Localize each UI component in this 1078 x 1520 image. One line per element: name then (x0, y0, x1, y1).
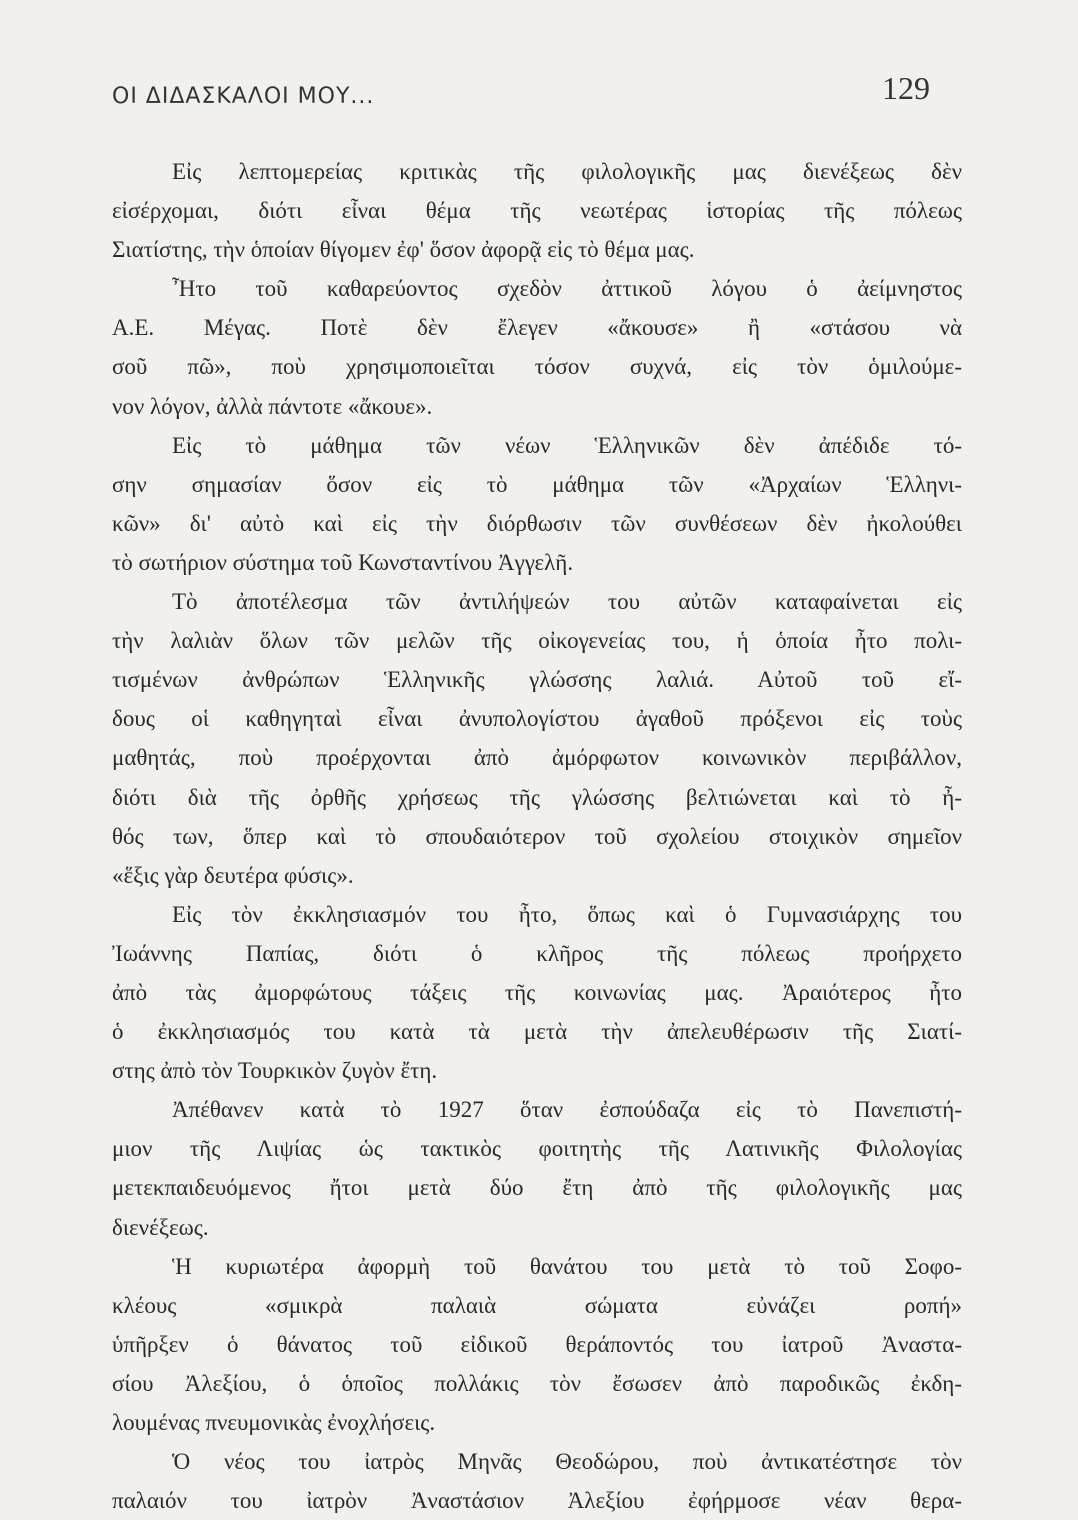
text-line: θός των, ὅπερ καὶ τὸ σπουδαιότερον τοῦ σχολείου στοιχικὸν σημεῖον (112, 823, 962, 849)
text-line: ὑπῆρξεν ὁ θάνατος τοῦ εἰδικοῦ θεράποντός του ἰατροῦ Ἀναστα- (112, 1331, 962, 1357)
text-line: Ἦτο τοῦ καθαρεύοντος σχεδὸν ἀττικοῦ λόγου ὁ ἀείμνηστος (172, 276, 962, 302)
text-line: διότι διὰ τῆς ὀρθῆς χρήσεως τῆς γλώσσης βελτιώνεται καὶ τὸ ἦ- (112, 784, 962, 810)
text-line: κῶν» δι' αὐτὸ καὶ εἰς τὴν διόρθωσιν τῶν συνθέσεων δὲν ἠκολούθει (112, 510, 962, 536)
text-line: Εἰς λεπτομερείας κριτικὰς τῆς φιλολογικῆς μας διενέξεως δὲν (172, 159, 962, 184)
text-line: σίου Ἀλεξίου, ὁ ὁποῖος πολλάκις τὸν ἔσωσεν ἀπὸ παροδικῶς ἐκδη- (112, 1370, 962, 1396)
text-line: ἀπὸ τὰς ἀμορφώτους τάξεις τῆς κοινωνίας μας. Ἀραιότερος ἦτο (112, 979, 962, 1005)
text-line: λουμένας πνευμονικὰς ἐνοχλήσεις. (112, 1410, 436, 1435)
text-line: τισμένων ἀνθρώπων Ἑλληνικῆς γλώσσης λαλιά. Αὐτοῦ τοῦ εἴ- (112, 667, 962, 693)
text-line: μαθητάς, ποὺ προέρχονται ἀπὸ ἀμόρφωτον κοινωνικὸν περιβάλλον, (112, 745, 962, 771)
text-line: Ἡ κυριωτέρα ἀφορμὴ τοῦ θανάτου του μετὰ τὸ τοῦ Σοφο- (172, 1253, 962, 1279)
text-line: Σιατίστης, τὴν ὁποίαν θίγομεν ἐφ' ὅσον ἀφορᾷ εἰς τὸ θέμα μας. (112, 237, 695, 263)
page-number: 129 (882, 70, 930, 106)
text-line: μετεκπαιδευόμενος ἤτοι μετὰ δύο ἔτη ἀπὸ τῆς φιλολογικῆς μας (112, 1175, 962, 1201)
text-line: δους οἱ καθηγηταὶ εἶναι ἀνυπολογίστου ἀγαθοῦ πρόξενοι εἰς τοὺς (112, 706, 962, 732)
text-line: «ἕξις γὰρ δευτέρα φύσις». (112, 862, 354, 888)
text-line: μιον τῆς Λιψίας ὡς τακτικὸς φοιτητὴς τῆς Λατινικῆς Φιλολογίας (112, 1136, 962, 1162)
text-line: Ἰωάννης Παπίας, διότι ὁ κλῆρος τῆς πόλεως προήρχετο (112, 940, 962, 966)
text-line: τὴν λαλιὰν ὅλων τῶν μελῶν τῆς οἰκογενείας του, ἡ ὁποία ἦτο πολι- (112, 628, 962, 654)
text-line: Ἀπέθανεν κατὰ τὸ 1927 ὅταν ἐσπούδαζα εἰς τὸ Πανεπιστή- (172, 1097, 962, 1123)
text-line: εἰσέρχομαι, διότι εἶναι θέμα τῆς νεωτέρας ἱστορίας τῆς πόλεως (112, 198, 962, 224)
running-head: ΟΙ ΔΙΔΑΣΚΑΛΟΙ ΜΟΥ... (112, 84, 375, 109)
text-line: νον λόγον, ἀλλὰ πάντοτε «ἄκουε». (112, 393, 433, 419)
text-line: σοῦ πῶ», ποὺ χρησιμοποιεῖται τόσον συχνά, εἰς τὸν ὁμιλούμε- (112, 354, 962, 380)
text-line: Τὸ ἀποτέλεσμα τῶν ἀντιλήψεών του αὐτῶν καταφαίνεται εἰς (172, 589, 962, 615)
text-line: παλαιόν του ἰατρὸν Ἀναστάσιον Ἀλεξίου ἐφήρμοσε νέαν θερα- (112, 1488, 962, 1514)
text-line: Εἰς τὸν ἐκκλησιασμόν του ἦτο, ὅπως καὶ ὁ Γυμνασιάρχης του (172, 901, 962, 927)
text-line: στης ἀπὸ τὸν Τουρκικὸν ζυγὸν ἔτη. (112, 1058, 438, 1084)
text-line: ὁ ἐκκλησιασμός του κατὰ τὰ μετὰ τὴν ἀπελευθέρωσιν τῆς Σιατί- (112, 1019, 962, 1045)
text-line: διενέξεως. (112, 1214, 209, 1240)
text-line: κλέους «σμικρὰ παλαιὰ σώματα εὐνάζει ροπή» (112, 1292, 962, 1318)
body-text (112, 152, 962, 1520)
text-line: Εἰς τὸ μάθημα τῶν νέων Ἑλληνικῶν δὲν ἀπέδιδε τό- (172, 432, 962, 458)
text-line: Α.Ε. Μέγας. Ποτὲ δὲν ἔλεγεν «ἄκουσε» ἢ «στάσου νὰ (112, 315, 962, 341)
text-line: σην σημασίαν ὅσον εἰς τὸ μάθημα τῶν «Ἀρχαίων Ἑλληνι- (112, 471, 962, 497)
text-line: τὸ σωτήριον σύστημα τοῦ Κωνσταντίνου Ἀγγελῆ. (112, 549, 574, 575)
text-line: Ὁ νέος του ἰατρὸς Μηνᾶς Θεοδώρου, ποὺ ἀντικατέστησε τὸν (172, 1449, 962, 1475)
